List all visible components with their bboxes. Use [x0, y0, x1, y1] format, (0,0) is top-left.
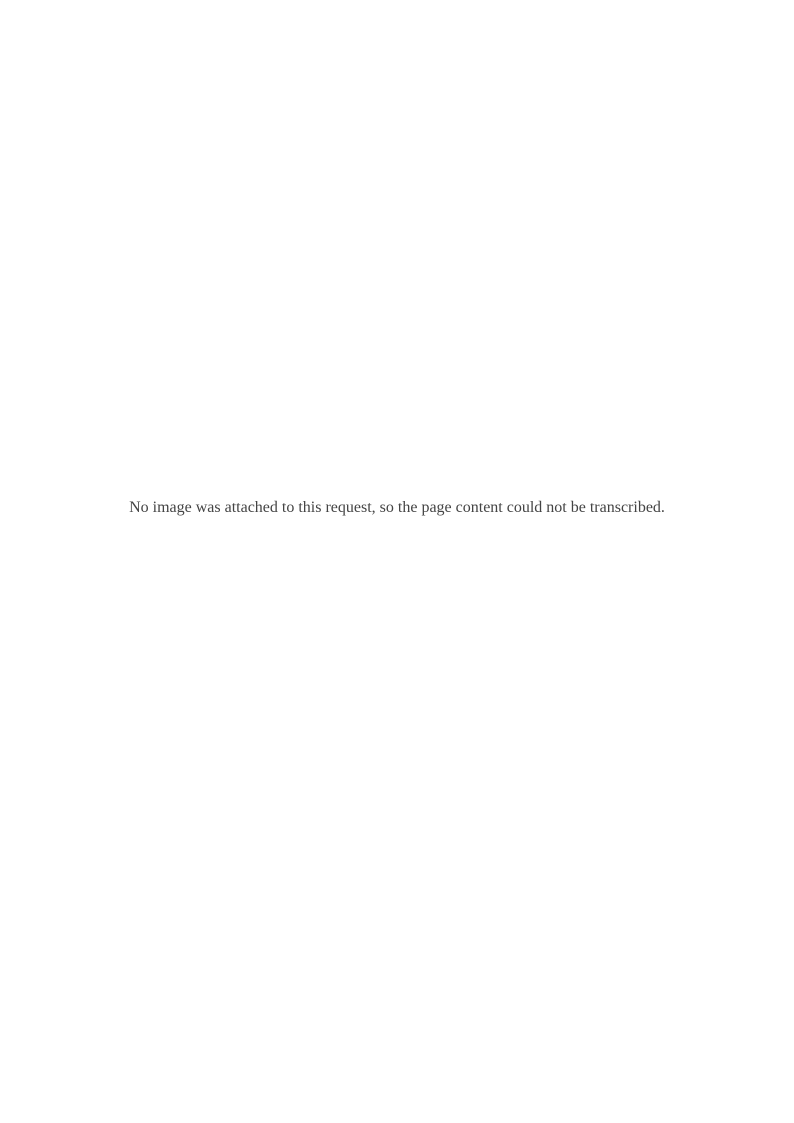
missing-image-notice: No image was attached to this request, so the page content could not be transcribed. — [129, 499, 665, 516]
